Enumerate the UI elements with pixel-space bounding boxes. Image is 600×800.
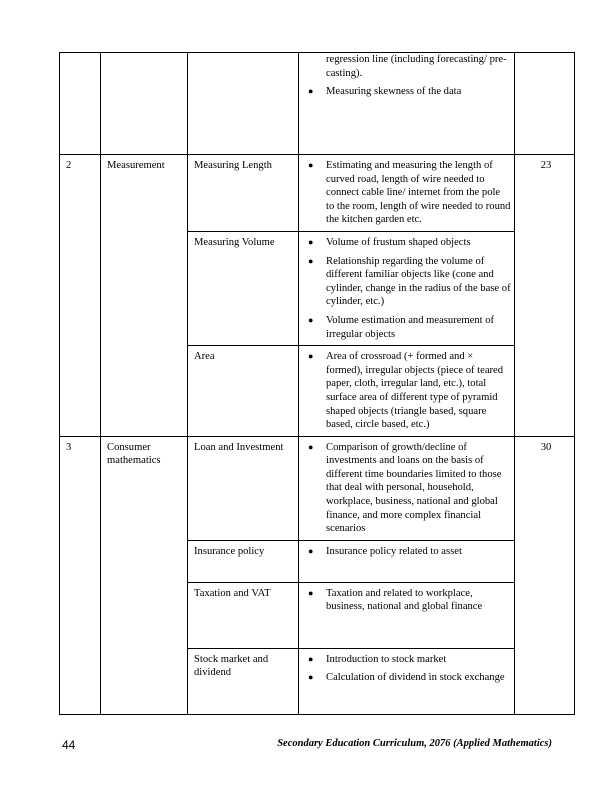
page-footer: [62, 738, 552, 758]
table-row: [60, 436, 575, 540]
list-item: ● Volume of frustum shaped objects: [308, 236, 471, 248]
learning-outcome-cell: [299, 53, 515, 155]
table-row: [60, 53, 575, 155]
bullet-icon: ●: [308, 545, 314, 556]
bullet-icon: ●: [308, 160, 314, 170]
list-item: ● Insurance policy related to asset: [308, 545, 462, 557]
sub-area-cell: [188, 53, 299, 155]
learning-outcome-cell: [299, 436, 515, 540]
list-item: ● Comparison of growth/decline of investments and loans on the basis of different time boundaries limited to those that deal with personal, household, workplace, business, national and global finance, and more complex financial scenarios: [308, 441, 502, 535]
list-item: ● Calculation of dividend in stock exchange: [308, 672, 505, 684]
hours-cell: [515, 53, 575, 155]
bullet-icon: ●: [308, 672, 314, 683]
sub-area-cell: Measuring Volume: [188, 231, 299, 345]
sub-area-cell: Stock market and dividend: [188, 648, 299, 714]
sub-area-cell: Taxation and VAT: [188, 582, 299, 648]
learning-outcome-cell: [299, 648, 515, 714]
learning-outcome-cell: [299, 155, 515, 232]
list-item: regression line (including forecasting/ pre-casting).: [326, 54, 507, 79]
learning-outcome-cell: [299, 540, 515, 582]
footer-title: Secondary Education Curriculum, 2076 (Applied Mathematics): [277, 738, 552, 749]
bullet-icon: ●: [308, 351, 314, 362]
learning-outcome-cell: [299, 346, 515, 437]
bullet-icon: ●: [308, 86, 314, 97]
curriculum-table: [59, 52, 575, 715]
list-item: ● Estimating and measuring the length of curved road, length of wire needed to connect cable line/ internet from the pole to the room, length of wire needed to round the kitchen garden etc.: [308, 160, 511, 226]
sub-area-cell: Insurance policy: [188, 540, 299, 582]
sn-cell: 3: [60, 436, 101, 714]
bullet-icon: ●: [308, 587, 314, 598]
list-item: ● Measuring skewness of the data: [308, 86, 462, 98]
list-item: ● Volume estimation and measurement of irregular objects: [308, 314, 495, 340]
sub-area-cell: Measuring Length: [188, 155, 299, 232]
list-item: ● Relationship regarding the volume of different familiar objects like (cone and cylinder, change in the radius of the base of cylinder, etc.): [308, 255, 511, 308]
content-area-cell: Consumer mathematics: [101, 436, 188, 714]
hours-cell: 23: [515, 155, 575, 437]
content-area-cell: Measurement: [101, 155, 188, 437]
bullet-icon: ●: [308, 236, 314, 247]
learning-outcome-cell: [299, 582, 515, 648]
sn-cell: [60, 53, 101, 155]
learning-outcome-cell: [299, 231, 515, 345]
bullet-icon: ●: [308, 441, 314, 452]
sub-area-cell: Loan and Investment: [188, 436, 299, 540]
hours-cell: 30: [515, 436, 575, 714]
list-item: ● Introduction to stock market: [308, 653, 447, 665]
bullet-icon: ●: [308, 653, 314, 664]
sn-cell: 2: [60, 155, 101, 437]
sub-area-cell: Area: [188, 346, 299, 437]
list-item: ● Taxation and related to workplace, business, national and global finance: [308, 587, 483, 613]
bullet-icon: ●: [308, 314, 314, 325]
content-area-cell: [101, 53, 188, 155]
bullet-icon: ●: [308, 255, 314, 266]
table-row: [60, 155, 575, 232]
list-item: ● Area of crossroad (+ formed and × formed), irregular objects (piece of teared paper, cloth, irregular land, etc.), total surface area of different type of pyramid shaped objects (triangle based, square based, circle based, etc.): [308, 351, 504, 431]
page-number: 44: [62, 738, 76, 752]
